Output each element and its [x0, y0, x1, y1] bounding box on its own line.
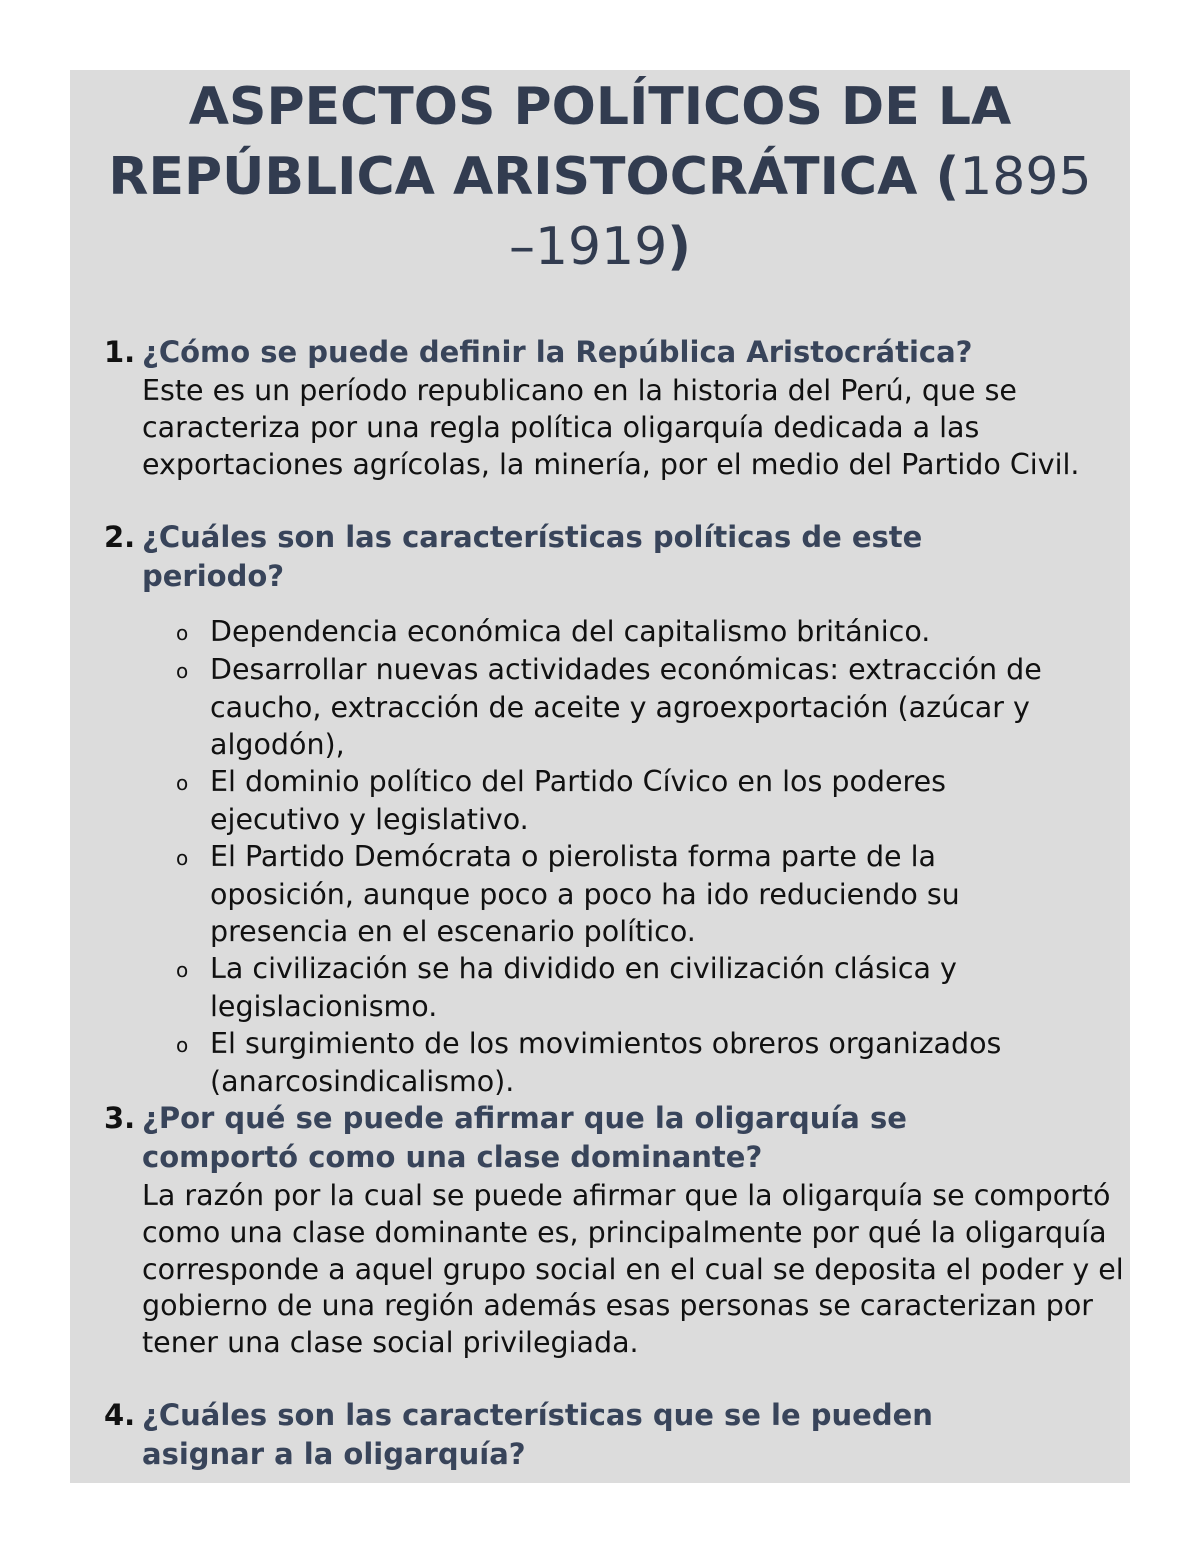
title-start-year: 1895	[959, 147, 1092, 207]
answer-1: Este es un período republicano en la historia del Perú, que se caracteriza por una regla política oligarquía dedicada a las exportaciones agrícolas, la minería, por el medio del Partido Civil.	[142, 374, 1080, 481]
list-item: Dependencia económica del capitalismo británico.	[210, 615, 931, 648]
page-title	[0, 72, 1200, 282]
question-number: 3.	[104, 1101, 136, 1135]
list-item: Desarrollar nuevas actividades económicas: extracción de caucho, extracción de aceite y agroexportación (azúcar y algodón),	[210, 653, 1042, 761]
question-3: ¿Por qué se puede afirmar que la oligarquía se comportó como una clase dominante?	[142, 1101, 907, 1174]
question-1: ¿Cómo se puede definir la República Aristocrática?	[142, 335, 973, 369]
question-number: 4.	[104, 1398, 136, 1432]
bullet-icon: o	[176, 771, 189, 795]
title-line-1: ASPECTOS POLÍTICOS DE LA	[188, 77, 1012, 137]
title-line-2: REPÚBLICA ARISTOCRÁTICA (	[108, 147, 960, 207]
question-number: 1.	[104, 335, 136, 369]
bullet-icon: o	[176, 1033, 189, 1057]
list-item: La civilización se ha dividido en civilización clásica y legislacionismo.	[210, 952, 957, 1023]
question-2: ¿Cuáles son las características políticas de este periodo?	[142, 520, 923, 593]
bullet-icon: o	[176, 659, 189, 683]
title-close-paren: )	[667, 217, 692, 277]
list-item: El dominio político del Partido Cívico en los poderes ejecutivo y legislativo.	[210, 765, 946, 836]
list-item: El surgimiento de los movimientos obreros organizados (anarcosindicalismo).	[210, 1027, 1002, 1098]
bullet-icon: o	[176, 846, 189, 870]
bullet-icon: o	[176, 958, 189, 982]
bullet-icon: o	[176, 621, 189, 645]
answer-3: La razón por la cual se puede afirmar que la oligarquía se comportó como una clase dominante es, principalmente por qué la oligarquía corresponde a aquel grupo social en el cual se deposita el poder y el gobierno de una región además esas personas se caracterizan por tener una clase social privilegiada.	[142, 1179, 1124, 1360]
question-number: 2.	[104, 520, 136, 554]
list-item: El Partido Demócrata o pierolista forma parte de la oposición, aunque poco a poco ha ido reduciendo su presencia en el escenario político.	[210, 840, 960, 948]
question-4: ¿Cuáles son las características que se le pueden asignar a la oligarquía?	[142, 1398, 933, 1471]
title-end-year: –1919	[508, 217, 668, 277]
